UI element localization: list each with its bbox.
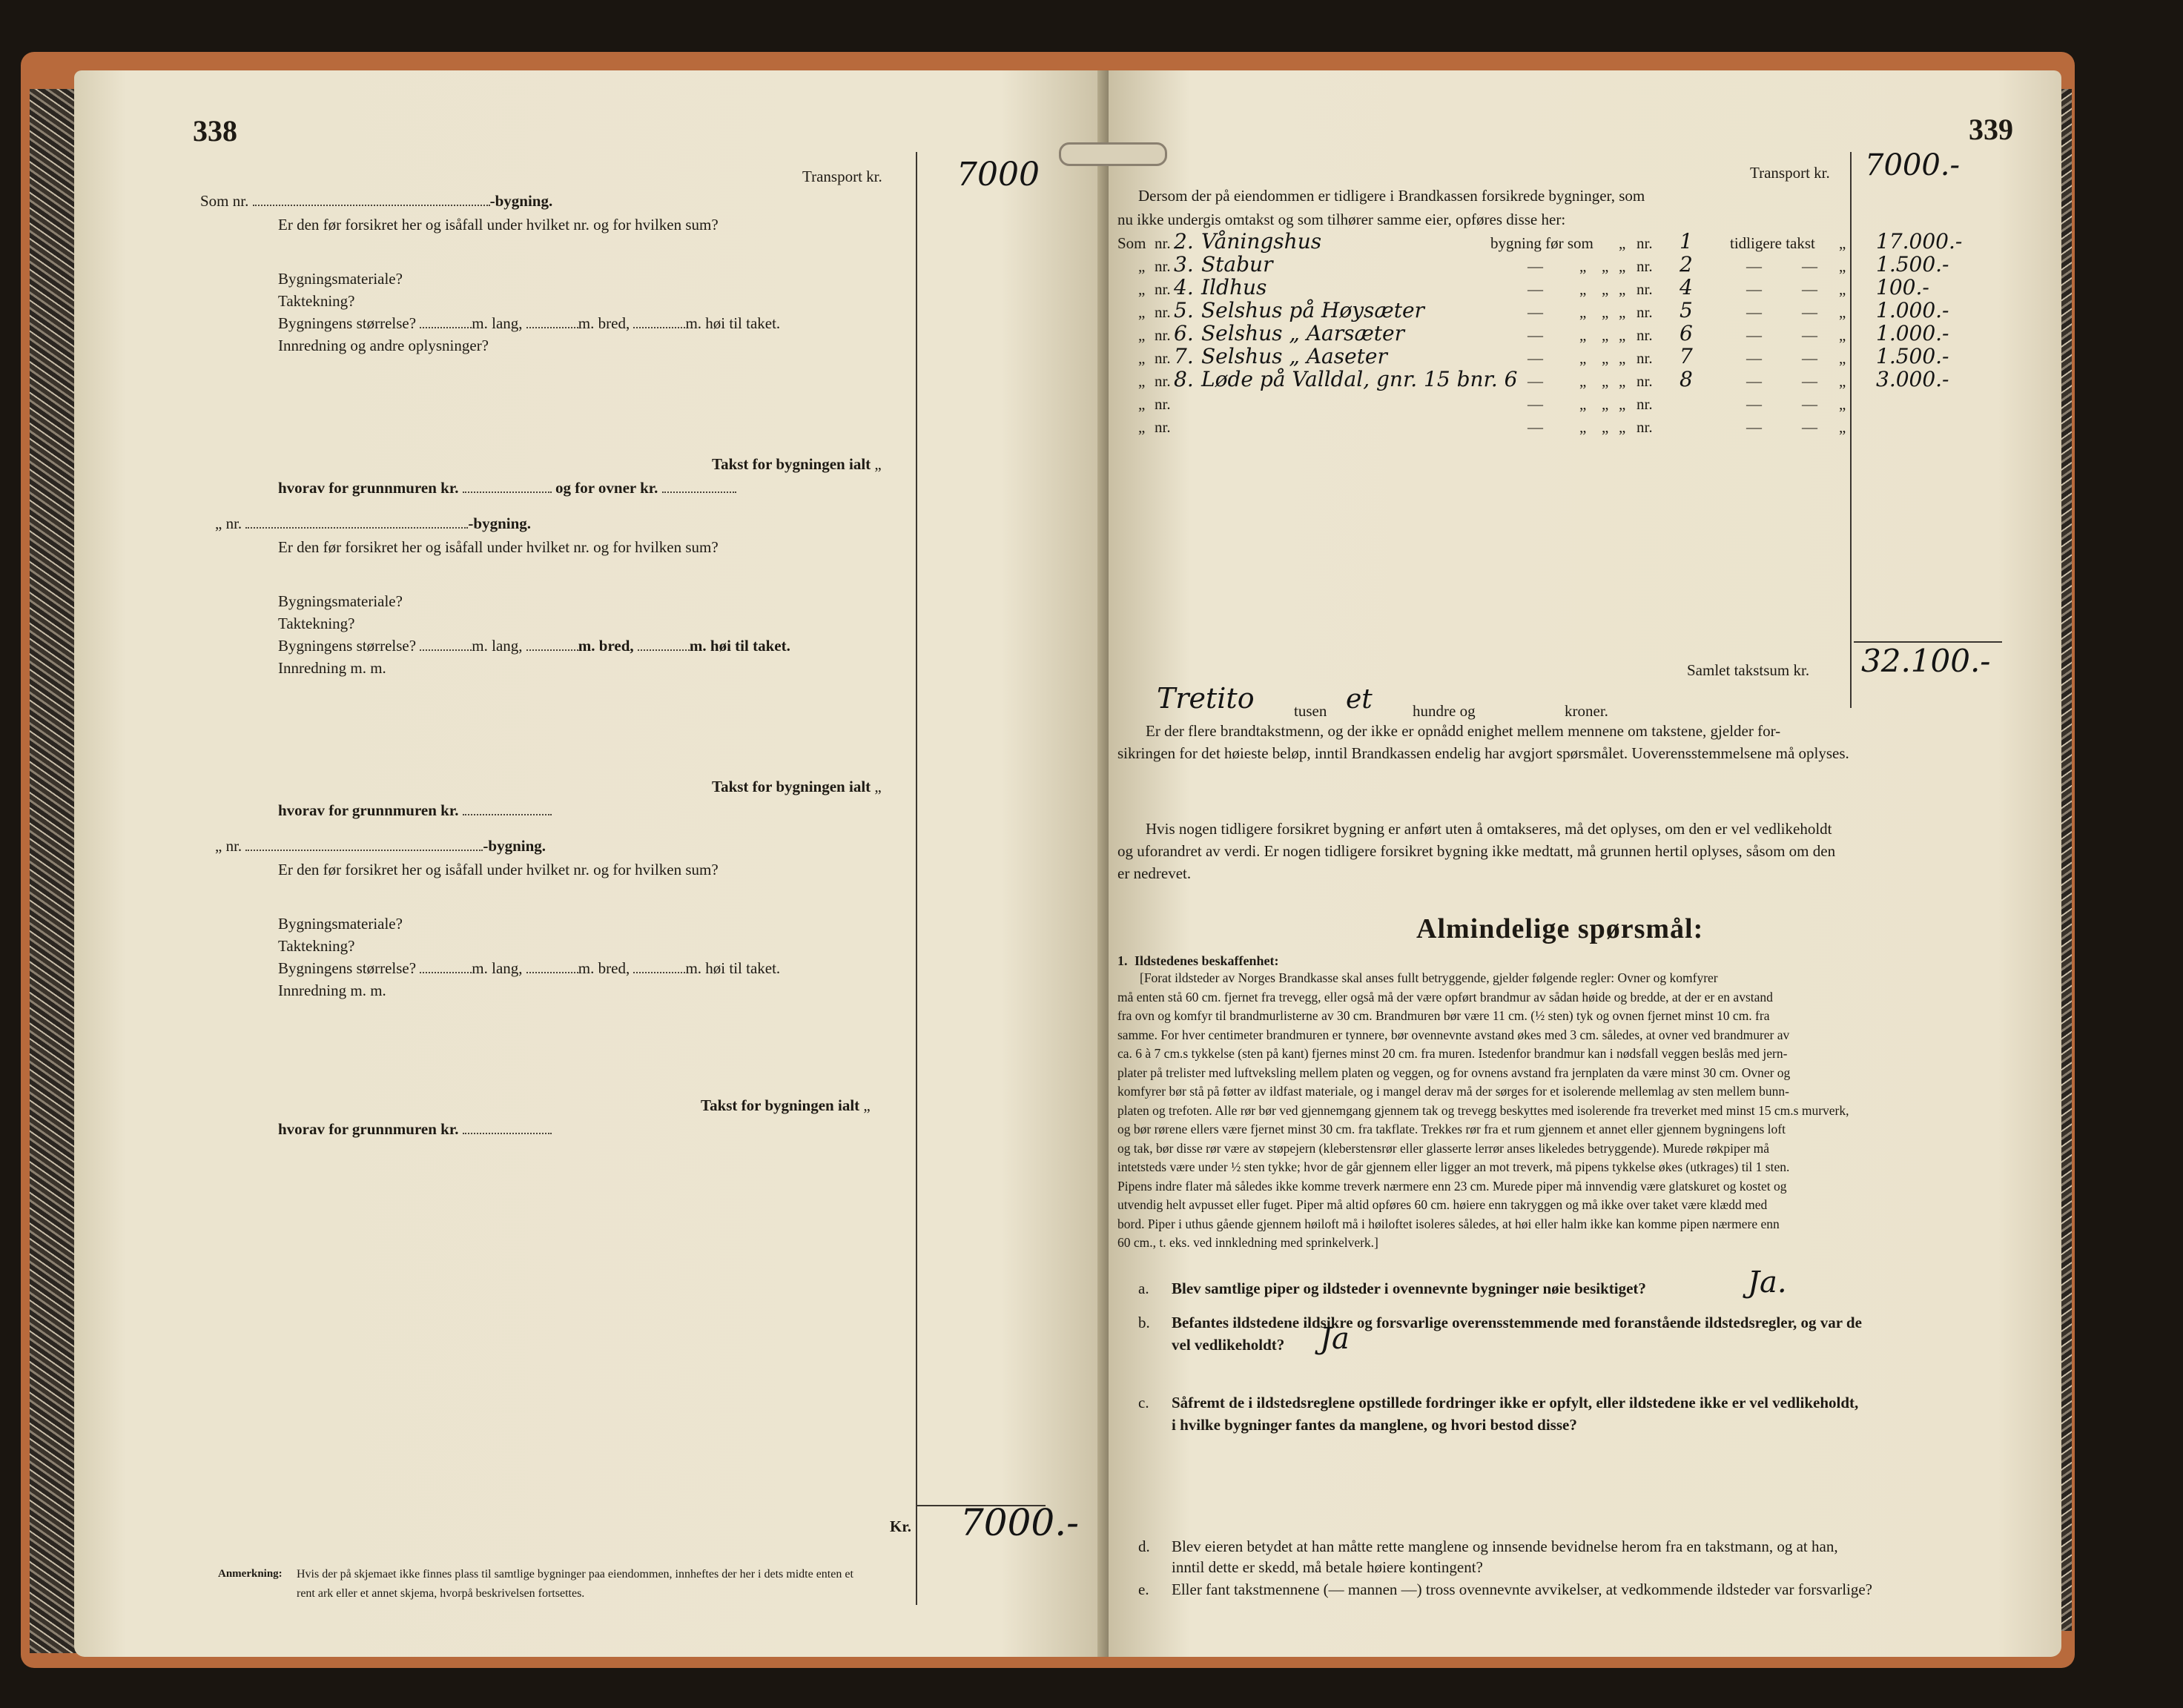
qb-label: b. (1138, 1314, 1150, 1331)
dash: — (1528, 280, 1543, 298)
roof-label: Taktekning? (278, 615, 355, 632)
q1-title: Ildstedenes beskaffenhet: (1135, 953, 1279, 968)
row-takst-value: 17.000.- (1876, 229, 1963, 254)
prior-building-row (1109, 396, 2061, 419)
row-prefix: Som (1117, 234, 1146, 252)
samlet-label: Samlet takstsum kr. (1687, 661, 1810, 679)
section-heading: Almindelige spørsmål: (1416, 913, 1704, 944)
row-prefix: „ (1138, 372, 1146, 390)
grunnmur-label: hvorav for grunnmuren kr. (278, 479, 459, 497)
quote-mark: „ (1619, 349, 1626, 367)
row-building-name: Selshus „ Aaseter (1201, 344, 1387, 368)
dash: — (1802, 349, 1817, 367)
rules-line: ca. 6 à 7 cm.s tykkelse (sten på kant) fjernes minst 20 cm. fra muren. Istedenfor brandmur kan i nødsfall veggen beslås med jern- (1117, 1046, 1788, 1061)
qe-text: Eller fant takstmennene (— mannen —) tross ovennevnte avvikelser, at vedkommende ildsteder var forsvarlige? (1172, 1580, 1872, 1598)
quote-mark: „ (1602, 303, 1609, 321)
som-nr-label: Som nr. (200, 192, 249, 210)
rules-line: utvendig helt avpusset eller fuget. Piper må altid opføres 60 cm. høiere enn takryggen og må ikke over taket være klædd med (1117, 1197, 1768, 1212)
kroner-label: kroner. (1565, 702, 1608, 720)
rules-line: fra ovn og komfyr til brandmurlisterne av 30 cm. Brandmuren bør være 11 cm. (½ sten) tyk og ovnen fjernet minst 10 cm. fra (1117, 1008, 1770, 1023)
rules-line: intetsteds være under ½ sten tykke; hvor de går gjennem eller ligger an mot treverk, må pipens tykkelse økes (utkrages) til 1 sten. (1117, 1159, 1790, 1174)
quote-mark: „ (1602, 349, 1609, 367)
rules-line: samme. For hver centimeter brandmuren er tynnere, bør ovennevnte avstand økes med 3 cm. således, at ovner ved brandmurer av (1117, 1027, 1790, 1042)
nr-label: nr. (1637, 280, 1653, 298)
rules-line: og bør rørene ellers være fjernet minst 30 cm. fra takflate. Trekkes rør fra et rum gjennem et annet eller gjennem bygningens loft (1117, 1122, 1786, 1136)
nr-label: „ nr. (215, 837, 242, 855)
dash: — (1528, 326, 1543, 344)
dash: — (1746, 395, 1762, 413)
right-page (1109, 70, 2061, 1657)
rules-line: [Forat ildsteder av Norges Brandkasse skal anses fullt betryggende, gjelder følgende regler: Ovner og komfyrer (1140, 970, 1718, 985)
row-prev-nr: 4 (1680, 275, 1693, 299)
total-label: Kr. (890, 1517, 911, 1535)
dash: — (1746, 280, 1762, 298)
row-building-name: Våningshus (1201, 229, 1322, 254)
quote-mark: „ (1839, 257, 1846, 275)
row-nr-value: 5. (1174, 298, 1194, 322)
size-label: Bygningens størrelse? (278, 314, 417, 332)
bygning-label: -bygning. (489, 192, 553, 210)
row-prev-nr: 7 (1680, 344, 1693, 368)
quote-mark: „ (1602, 280, 1609, 298)
rules-line: 60 cm., t. eks. ved innkledning med sprinkelverk.] (1117, 1235, 1378, 1250)
nr-label: nr. (1637, 303, 1653, 321)
tusen-label: tusen (1294, 702, 1327, 720)
intro-line-1: Dersom der på eiendommen er tidligere i Brandkassen forsikrede bygninger, som (1138, 187, 1645, 205)
quote-mark: „ (1579, 326, 1587, 344)
dash: — (1746, 257, 1762, 275)
takst-label: Takst for bygningen ialt (701, 1096, 860, 1114)
nr-label: nr. (1637, 234, 1653, 252)
length-label: m. lang, (472, 314, 523, 332)
takst-label: Takst for bygningen ialt (712, 455, 871, 473)
nr-label: nr. (1155, 234, 1171, 252)
quote-mark: „ (1839, 326, 1846, 344)
nr-label: nr. (1637, 349, 1653, 367)
row-prefix: „ (1138, 395, 1146, 413)
qb-text-2: vel vedlikeholdt? (1172, 1336, 1285, 1354)
row-nr-value: 6. (1174, 321, 1194, 345)
quote-mark: „ (1839, 303, 1846, 321)
row-takst-value: 100.- (1876, 275, 1929, 299)
intro-line-2: nu ikke undergis omtakst og som tilhører samme eier, opføres disse her: (1117, 211, 1566, 228)
quote-mark: „ (1602, 326, 1609, 344)
amount-column-rule (916, 152, 917, 1605)
nr-label: nr. (1155, 349, 1171, 367)
nr-label: nr. (1155, 303, 1171, 321)
material-label: Bygningsmateriale? (278, 270, 403, 288)
qa-text: Blev samtlige piper og ildsteder i ovennevnte bygninger nøie besiktiget? (1172, 1280, 1646, 1297)
rules-line: og tak, bør disse rør være av støpejern (kleberstensrør eller glasserte lerrør anses likeledes betryggende). Murede røkpiper må (1117, 1140, 1770, 1156)
quote-mark: „ (1619, 257, 1626, 275)
row-prev-nr: 2 (1680, 252, 1693, 277)
prior-building-row (1109, 419, 2061, 442)
row-prefix: „ (1138, 349, 1146, 367)
prior-insured-question: Er den før forsikret her og isåfall under hvilket nr. og for hvilken sum? (278, 216, 719, 234)
nr-field (253, 205, 490, 206)
para2-line-2: og uforandret av verdi. Er nogen tidligere forsikret bygning ikke medtatt, må grunnen hertil oplyses, såsom om den (1117, 842, 1836, 860)
nr-label: nr. (1155, 372, 1171, 390)
tidligere-label: tidligere takst (1730, 234, 1815, 252)
bygning-label: -bygning. (468, 514, 532, 532)
grunnmur-label: hvorav for grunnmuren kr. (278, 1120, 459, 1138)
quote-mark: „ (1602, 395, 1609, 413)
quote-mark: „ (1579, 280, 1587, 298)
dash: — (1746, 418, 1762, 436)
prior-insured-question: Er den før forsikret her og isåfall under hvilket nr. og for hvilken sum? (278, 861, 719, 878)
dash: — (1746, 349, 1762, 367)
para1-line-1: Er der flere brandtakstmenn, og der ikke er opnådd enighet mellem mennene om takstene, gjelder for- (1146, 722, 1781, 740)
bygning-label: -bygning. (483, 837, 546, 855)
qc-label: c. (1138, 1394, 1149, 1411)
dash: — (1802, 395, 1817, 413)
quote-mark: „ (1602, 257, 1609, 275)
row-building-name: Ildhus (1201, 275, 1267, 299)
nr-label: nr. (1637, 257, 1653, 275)
dash: — (1528, 372, 1543, 390)
rules-line: bord. Piper i uthus gående gjennem høiloft må i høiloftet isoleres således, at høi eller halm ikke kan komme pipen nærmere enn (1117, 1216, 1780, 1231)
material-label: Bygningsmateriale? (278, 915, 403, 933)
qa-answer: Ja. (1748, 1265, 1787, 1300)
row-prev-nr: 1 (1680, 229, 1693, 254)
transport-value: 7000.- (1865, 148, 1961, 182)
qe-label: e. (1138, 1580, 1149, 1598)
size-label: Bygningens størrelse? (278, 959, 417, 977)
dash: — (1746, 326, 1762, 344)
height-label: m. høi til taket. (685, 314, 781, 332)
para1-line-2: sikringen for det høieste beløp, inntil Brandkassen endelig har avgjort spørsmålet. Uoverensstemmelsene må oplyses. (1117, 744, 1849, 762)
rules-line: platen og trefoten. Alle rør bør ved gjennemgang gjennem tak og trevegg beskyttes med isolerende fra treverket med minst 15 cm.s murverk, (1117, 1102, 1849, 1118)
note-line-1: Hvis der på skjemaet ikke finnes plass til samtlige bygninger paa eiendommen, innheftes der her i dets midte enten et (297, 1568, 853, 1580)
roof-label: Taktekning? (278, 292, 355, 310)
dash: — (1802, 280, 1817, 298)
dash: — (1528, 418, 1543, 436)
rules-line: komfyrer bør stå på føtter av ildfast materiale, og i mangel derav må der sørges for et isolerende mellemlag av sten mellem bunn- (1117, 1084, 1789, 1099)
nr-label: „ nr. (215, 514, 242, 532)
quote-mark: „ (1839, 234, 1846, 252)
nr-label: nr. (1637, 372, 1653, 390)
dash: — (1802, 372, 1817, 390)
interior-label: Innredning og andre oplysninger? (278, 337, 489, 354)
row-nr-value: 3. (1174, 252, 1194, 277)
row-building-name: Stabur (1201, 252, 1273, 277)
dash: — (1746, 372, 1762, 390)
dash: — (1528, 349, 1543, 367)
prior-insured-question: Er den før forsikret her og isåfall under hvilket nr. og for hvilken sum? (278, 538, 719, 556)
quote-mark: „ (1579, 303, 1587, 321)
row-prefix: „ (1138, 280, 1146, 298)
row-takst-value: 1.000.- (1876, 298, 1949, 322)
prior-building-row (1109, 367, 2061, 396)
row-takst-value: 3.000.- (1876, 367, 1949, 391)
grunnmur-label: hvorav for grunnmuren kr. (278, 801, 459, 819)
dash: — (1528, 257, 1543, 275)
nr-label: nr. (1637, 326, 1653, 344)
qa-label: a. (1138, 1280, 1149, 1297)
samlet-value: 32.100.- (1861, 643, 1991, 679)
rules-line: Pipens indre flater må således ikke komme treverk nærmere enn 23 cm. Murede piper må innvendig være glatskuret og kostet og (1117, 1178, 1787, 1194)
width-label: m. bred, (578, 314, 630, 332)
hundre-label: hundre og (1413, 702, 1476, 720)
quote-mark: „ (1579, 418, 1587, 436)
row-prev-nr: 6 (1680, 321, 1693, 345)
dash: — (1802, 418, 1817, 436)
transport-label: Transport kr. (802, 168, 882, 185)
row-nr-value: 7. (1174, 344, 1194, 368)
interior-label: Innredning m. m. (278, 659, 386, 677)
transport-label: Transport kr. (1750, 164, 1830, 182)
para2-line-3: er nedrevet. (1117, 864, 1192, 882)
quote-mark: „ (1579, 395, 1587, 413)
quote-mark: „ (1602, 372, 1609, 390)
row-prefix: „ (1138, 303, 1146, 321)
transport-value: 7000 (957, 156, 1040, 193)
takst-label: Takst for bygningen ialt (712, 778, 871, 795)
row-prefix: „ (1138, 326, 1146, 344)
interior-label: Innredning m. m. (278, 982, 386, 999)
quote-mark: „ (1619, 326, 1626, 344)
page-number: 339 (1969, 113, 2013, 146)
bookmark-clip (1059, 142, 1167, 166)
quote-mark: „ (1602, 418, 1609, 436)
quote-mark: „ (1579, 349, 1587, 367)
para2-line-1: Hvis nogen tidligere forsikret bygning er anført uten å omtakseres, må det oplyses, om den er vel vedlikeholdt (1146, 820, 1832, 838)
words-value: Tretito (1157, 682, 1255, 715)
quote-mark: „ (1839, 395, 1846, 413)
row-prev-nr: 5 (1680, 298, 1693, 322)
quote-mark: „ (1579, 257, 1587, 275)
quote-mark: „ (1619, 303, 1626, 321)
nr-label: nr. (1155, 326, 1171, 344)
row-takst-value: 1.500.- (1876, 344, 1949, 368)
row-takst-value: 1.500.- (1876, 252, 1949, 277)
dash: — (1802, 326, 1817, 344)
quote-mark: „ (1619, 234, 1626, 252)
page-number: 338 (193, 114, 237, 148)
dash: — (1802, 257, 1817, 275)
row-nr-value: 4. (1174, 275, 1194, 299)
quote-mark: „ (1839, 418, 1846, 436)
qb-answer: Ja (1320, 1322, 1350, 1356)
ovner-label: og for ovner kr. (555, 479, 658, 497)
row-building-name: Selshus „ Aarsæter (1201, 321, 1405, 345)
quote-mark: „ (1839, 349, 1846, 367)
row-takst-value: 1.000.- (1876, 321, 1949, 345)
row-building-name: Selshus på Høysæter (1201, 298, 1424, 322)
rules-line: plater på trelister med luftveksling mellem platen og veggen, og for ovnens avstand fra jernplaten da være minst 30 cm. Ovner og (1117, 1065, 1791, 1080)
nr-label: nr. (1155, 395, 1171, 413)
rules-line: må enten stå 60 cm. fjernet fra trevegg, eller også må der være opført brandmur av sådan høide og bredde, at der er en avstand (1117, 989, 1773, 1004)
quote-mark: „ (1579, 372, 1587, 390)
dash: — (1528, 303, 1543, 321)
row-prefix: „ (1138, 418, 1146, 436)
row-nr-value: 8. (1174, 367, 1194, 391)
qd-label: d. (1138, 1537, 1150, 1555)
dash: — (1746, 303, 1762, 321)
note-line-2: rent ark eller et annet skjema, hvorpå beskrivelsen fortsettes. (297, 1587, 585, 1600)
note-label: Anmerkning: (218, 1568, 283, 1580)
row-prefix: „ (1138, 257, 1146, 275)
material-label: Bygningsmateriale? (278, 592, 403, 610)
qd-text-1: Blev eieren betydet at han måtte rette manglene og innsende bevidnelse herom fra en takstmann, og at han, (1172, 1537, 1838, 1555)
dash: — (1802, 303, 1817, 321)
qb-text-1: Befantes ildstedene ildsikre og forsvarlige overensstemmende med foranstående ildstedsregler, og var de (1172, 1314, 1862, 1331)
quote-mark: „ (1839, 280, 1846, 298)
size-label: Bygningens størrelse? (278, 637, 417, 655)
quote-mark: „ (1619, 395, 1626, 413)
qc-text-1: Såfremt de i ildstedsreglene opstillede fordringer ikke er opfylt, eller ildstedene ikke er vel vedlikeholdt, (1172, 1394, 1859, 1411)
marbled-edge-left (30, 89, 80, 1653)
row-nr-value: 2. (1174, 229, 1194, 254)
q1-number: 1. (1117, 953, 1128, 968)
row-building-name: Løde på Valldal, gnr. 15 bnr. 6 (1201, 367, 1518, 391)
qc-text-2: i hvilke bygninger fantes da manglene, og hvori bestod disse? (1172, 1416, 1577, 1434)
bygning-label: bygning før som (1490, 234, 1594, 252)
qd-text-2: inntil dette er skedd, må betale høiere kontingent? (1172, 1558, 1483, 1576)
total-value: 7000.- (960, 1501, 1080, 1544)
quote-mark: „ (1619, 372, 1626, 390)
nr-label: nr. (1637, 418, 1653, 436)
row-prev-nr: 8 (1680, 367, 1693, 391)
roof-label: Taktekning? (278, 937, 355, 955)
nr-label: nr. (1155, 418, 1171, 436)
left-page: 338 Transport kr. 7000 Som nr. -bygning. Er den før forsikret her og isåfall under hvilket nr. og for hvilken sum? Bygningsmateriale? Taktekning? Bygningens størrelse? m. lang, m. bred, m. høi til taket. Innredning og andre oplysninger? Takst for bygningen ialt „ hvorav for grunnmuren kr. og for ovner kr. „ nr. -bygning. Er den før forsikret her og isåfall under hvilket nr. og for hvilken sum? Bygningsmateriale? Taktekning? Bygningens størrelse? m. lang, m. bred, m. høi til taket. Innredning m. m. Takst for bygningen ialt „ hvorav for grunnmuren kr. „ nr. -bygning. Er den før forsikret her og isåfall under hvilket nr. og for hvilken sum? Bygningsmateriale? Taktekning? Bygningens størrelse? m. lang, m. bred, m. høi til taket. Innredning m. m. Takst for bygningen ialt „ hvorav for grunnmuren kr. Kr. 7000.- Anmerkning: Hvis der på skjemaet ikke finnes plass til samtlige bygninger paa eiendommen, innheftes der her i dets midte enten et rent ark eller et annet skjema, hvorpå beskrivelsen fortsettes. (74, 70, 1109, 1657)
quote-mark: „ (1619, 280, 1626, 298)
quote-mark: „ (1839, 372, 1846, 390)
dash: — (1528, 395, 1543, 413)
nr-label: nr. (1155, 280, 1171, 298)
nr-label: nr. (1155, 257, 1171, 275)
nr-label: nr. (1637, 395, 1653, 413)
quote-mark: „ (1619, 418, 1626, 436)
words-hundre-value: et (1346, 684, 1373, 715)
